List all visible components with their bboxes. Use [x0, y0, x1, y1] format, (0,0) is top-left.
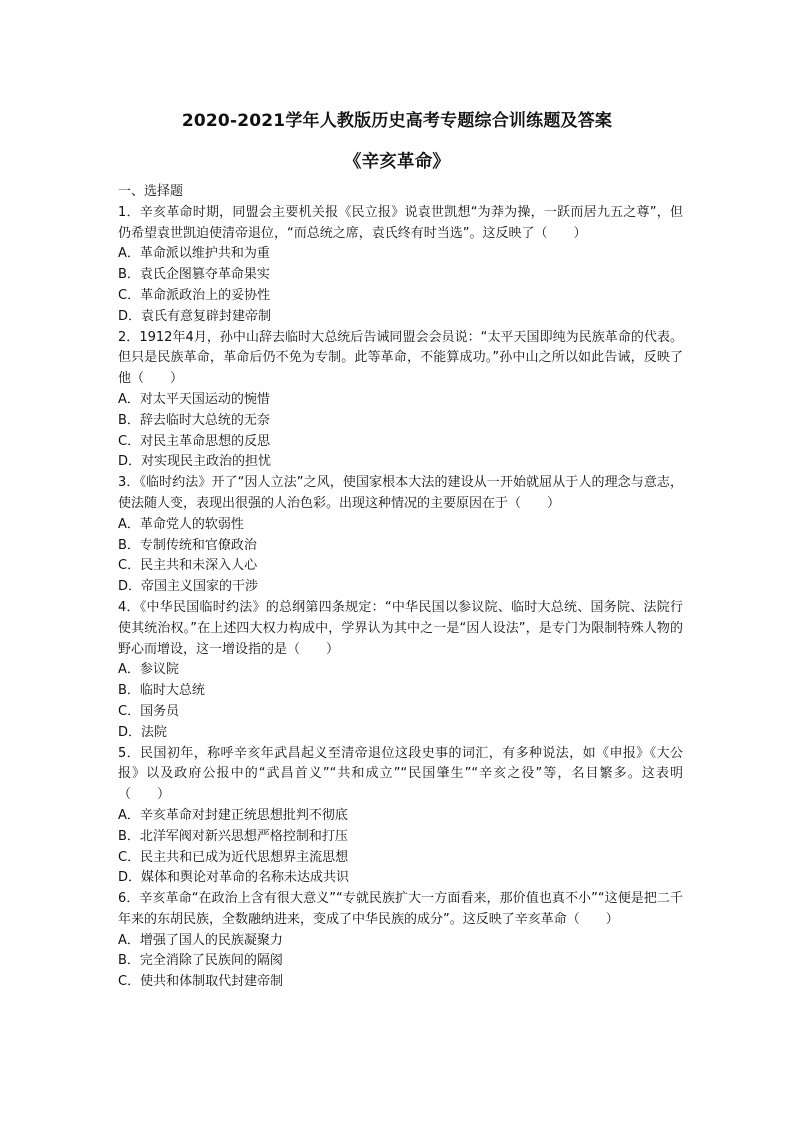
question-stem: 3．《临时约法》开了“因人立法”之风，使国家根本大法的建设从一开始就屈从于人的理念与意志，使法随人变，表现出很强的人治色彩。出现这种情况的主要原因在于（ ） — [118, 475, 683, 511]
question-5 — [118, 744, 683, 890]
question-3 — [118, 473, 683, 598]
option-c: C．民主共和未深入人心 — [118, 558, 258, 574]
option-a: A．辛亥革命对封建正统思想批判不彻底 — [118, 807, 348, 823]
question-6 — [118, 889, 683, 993]
question-stem: 2．1912年4月，孙中山辞去临时大总统后告诫同盟会会员说：“太平天国即纯为民族革命的代表。但只是民族革命，革命后仍不免为专制。此等革命，不能算成功。”孙中山之所以如此告诫，反映了他（ ） — [118, 329, 683, 387]
option-d: D．帝国主义国家的干涉 — [118, 579, 259, 595]
option-c: C．革命派政治上的妥协性 — [118, 287, 271, 303]
option-d: D．媒体和舆论对革命的名称未达成共识 — [118, 870, 350, 886]
option-b: B．袁氏企图篡夺革命果实 — [118, 267, 270, 283]
question-stem: 6．辛亥革命“在政治上含有很大意义”“专就民族扩大一方面看来，那价值也真不小”“这便是把二千年来的东胡民族，全数融纳进来，变成了中华民族的成分”。这反映了辛亥革命（ ） — [118, 891, 683, 927]
question-stem: 1．辛亥革命时期，同盟会主要机关报《民立报》说袁世凯想“为莽为操，一跃而居九五之尊”，但仍希望袁世凯迫使清帝退位，“而总统之席，袁氏终有时当选”。这反映了（ ） — [118, 204, 683, 241]
document-body — [118, 182, 683, 993]
option-c: C．民主共和已成为近代思想界主流思想 — [118, 849, 349, 865]
option-c: C．国务员 — [118, 703, 180, 719]
option-a: A．增强了国人的民族凝聚力 — [118, 932, 283, 948]
option-d: D．袁氏有意复辟封建帝制 — [118, 308, 272, 324]
option-c: C．对民主革命思想的反思 — [118, 433, 271, 449]
section-heading: 一、选择题 — [118, 184, 184, 199]
option-a: A．革命党人的软弱性 — [118, 516, 244, 532]
question-1 — [118, 203, 683, 328]
option-a: A．革命派以维护共和为重 — [118, 246, 270, 262]
option-b: B．北洋军阀对新兴思想严格控制和打压 — [118, 828, 348, 844]
document-subtitle: 《辛亥革命》 — [343, 152, 451, 172]
question-stem: 5．民国初年，称呼辛亥年武昌起义至清帝退位这段史事的词汇，有多种说法，如《申报》《大公报》以及政府公报中的“武昌首义”“共和成立”“民国肇生”“辛亥之役”等，名目繁多。这表明（ ） — [118, 745, 683, 803]
option-c: C．使共和体制取代封建帝制 — [118, 974, 284, 990]
option-d: D．法院 — [118, 724, 168, 740]
option-b: B．专制传统和官僚政治 — [118, 537, 257, 553]
option-d: D．对实现民主政治的担忧 — [118, 454, 272, 470]
question-4 — [118, 598, 683, 744]
option-b: B．临时大总统 — [118, 683, 205, 699]
option-b: B．完全消除了民族间的隔阂 — [118, 953, 283, 969]
question-2 — [118, 328, 683, 474]
question-stem: 4．《中华民国临时约法》的总纲第四条规定：“中华民国以参议院、临时大总统、国务院、法院行使其统治权。”在上述四大权力构成中，学界认为其中之一是“因人设法”，是专门为限制特殊人物的野心而增设，这一增设指的是（ ） — [118, 599, 683, 657]
document-title: 2020-2021学年人教版历史高考专题综合训练题及答案 — [181, 111, 613, 131]
option-b: B．辞去临时大总统的无奈 — [118, 412, 270, 428]
option-a: A．参议院 — [118, 662, 179, 678]
option-a: A．对太平天国运动的惋惜 — [118, 391, 270, 407]
